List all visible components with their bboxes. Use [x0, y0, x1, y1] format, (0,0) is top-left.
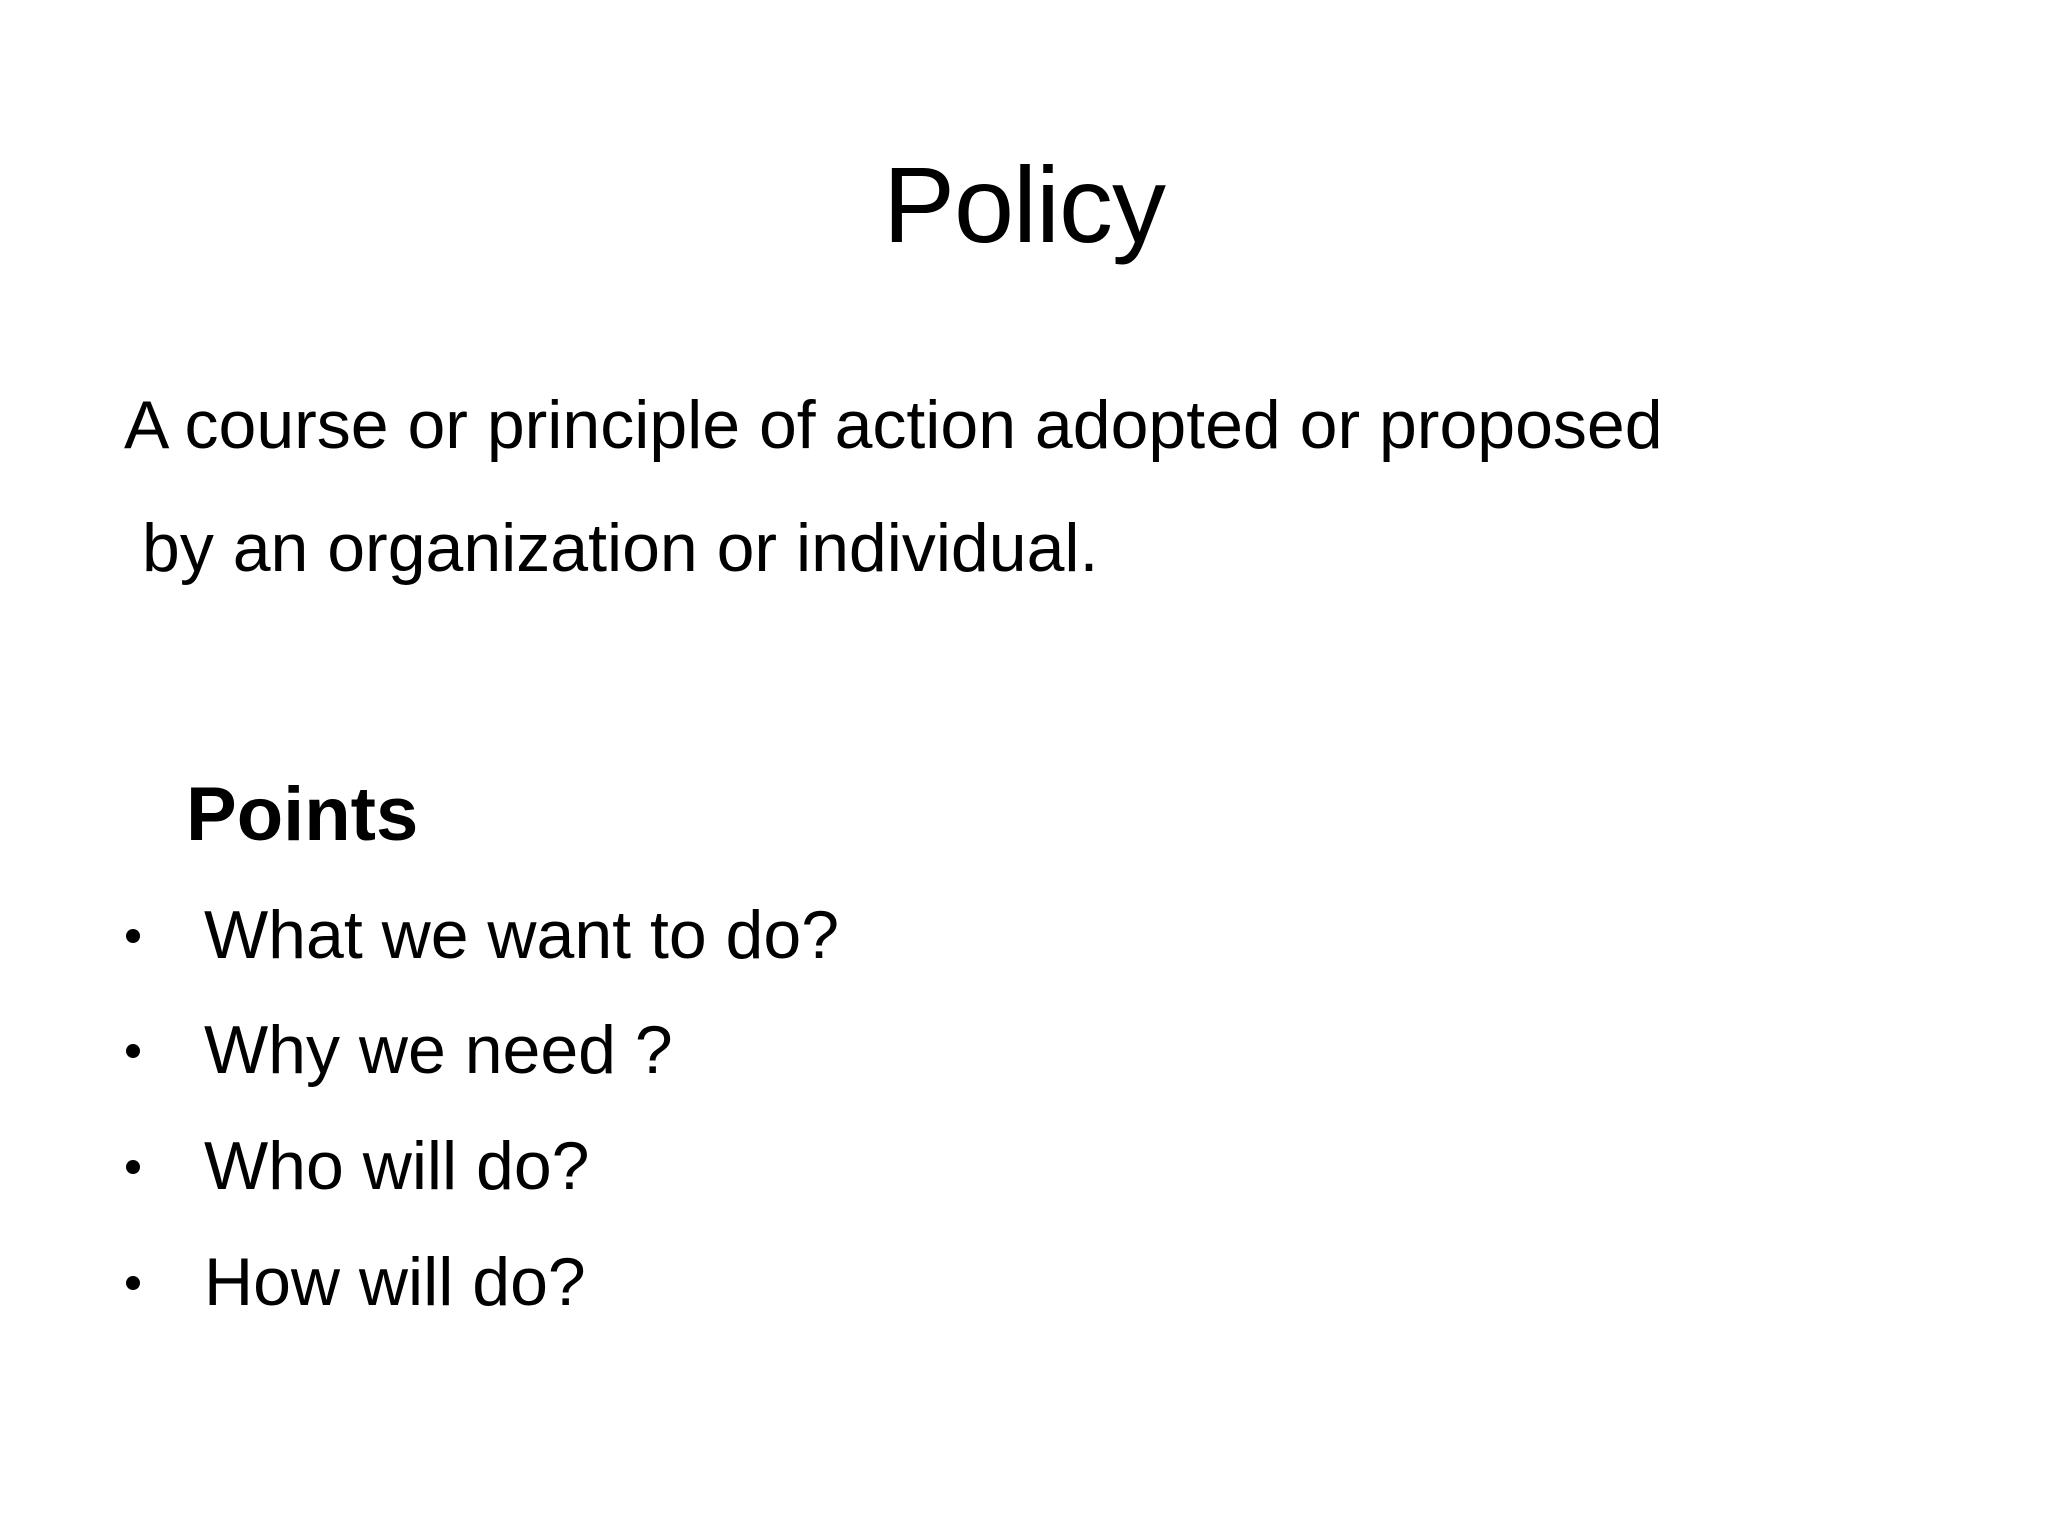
bullet-icon — [126, 1044, 140, 1058]
definition-line-1: A course or principle of action adopted or proposed — [124, 387, 1663, 463]
bullet-icon — [126, 929, 140, 943]
point-text: Why we need ? — [204, 1012, 673, 1088]
point-text: Who will do? — [204, 1128, 590, 1204]
bullet-icon — [126, 1160, 140, 1174]
points-heading: Points — [186, 772, 419, 857]
point-text: How will do? — [204, 1244, 586, 1320]
definition-line-2: by an organization or individual. — [142, 510, 1099, 586]
bullet-icon — [126, 1276, 140, 1290]
point-text: What we want to do? — [204, 897, 840, 973]
slide-title: Policy — [882, 144, 1166, 265]
